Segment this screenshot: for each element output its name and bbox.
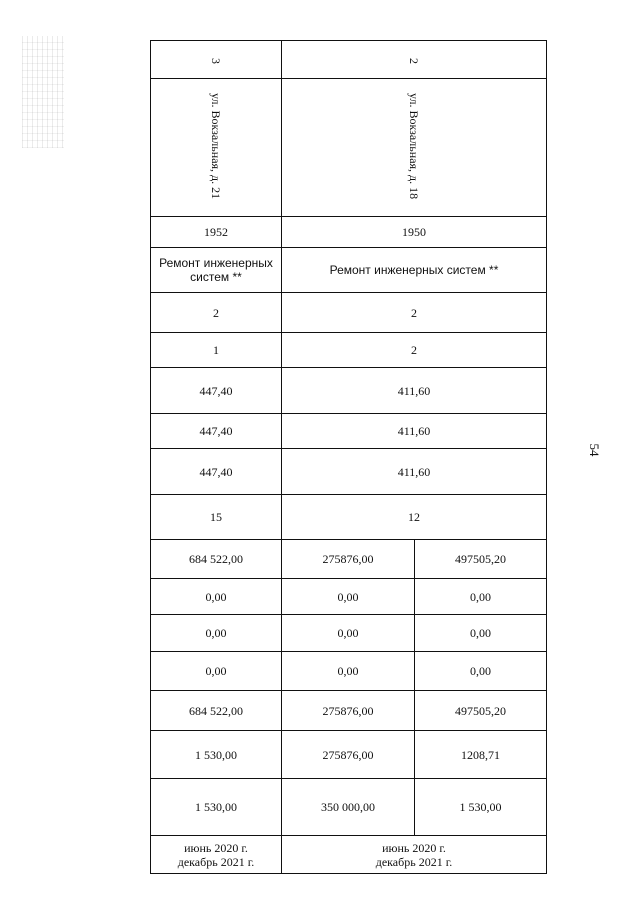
cell-fund1-col1: 0,00 (151, 579, 282, 615)
cell-a-col2: 2 (282, 293, 547, 333)
cell-unit-col1: 1 530,00 (151, 731, 282, 779)
table-row-dates (151, 836, 547, 874)
table-row-unit-cost (151, 731, 547, 779)
table-row-year (151, 217, 547, 248)
cell-b-col2: 2 (282, 333, 547, 368)
cell-fund2-col2a: 0,00 (282, 615, 415, 652)
cell-owners-col2b: 497505,20 (415, 691, 547, 731)
table-row-b (151, 333, 547, 368)
cell-cost-col1: 684 522,00 (151, 540, 282, 579)
cell-year-col1: 1952 (151, 217, 282, 248)
cell-area2-col1: 447,40 (151, 414, 282, 449)
cell-fund3-col1: 0,00 (151, 652, 282, 691)
cell-work-col1: Ремонт инженерных систем ** (151, 248, 282, 293)
cell-col1: 3 (151, 41, 282, 79)
repair-table (150, 40, 547, 874)
cell-dates-col1: июнь 2020 г. декабрь 2021 г. (151, 836, 282, 874)
table-row-area-2 (151, 414, 547, 449)
cell-area1-col2: 411,60 (282, 368, 547, 414)
table-row-residents (151, 495, 547, 540)
table-row-a (151, 293, 547, 333)
cell-fund2-col1: 0,00 (151, 615, 282, 652)
cell-address-col1: ул. Вокзальная, д. 21 (151, 79, 282, 217)
cell-owners-col1: 684 522,00 (151, 691, 282, 731)
table-row-cost-total (151, 540, 547, 579)
cell-address-col2: ул. Вокзальная, д. 18 (282, 79, 547, 217)
cell-residents-col1: 15 (151, 495, 282, 540)
table-row-area-1 (151, 368, 547, 414)
cell-fund2-col2b: 0,00 (415, 615, 547, 652)
cell-fund1-col2b: 0,00 (415, 579, 547, 615)
page-number: 54 (587, 443, 602, 457)
cell-fund3-col2b: 0,00 (415, 652, 547, 691)
cell-a-col1: 2 (151, 293, 282, 333)
cell-unit-col2b: 1208,71 (415, 731, 547, 779)
cell-dates-col2: июнь 2020 г. декабрь 2021 г. (282, 836, 547, 874)
cell-cost-col2a: 275876,00 (282, 540, 415, 579)
cell-owners-col2a: 275876,00 (282, 691, 415, 731)
cell-b-col1: 1 (151, 333, 282, 368)
cell-area1-col1: 447,40 (151, 368, 282, 414)
table-row-max-cost (151, 779, 547, 836)
faded-stamp (22, 36, 64, 148)
cell-fund3-col2a: 0,00 (282, 652, 415, 691)
cell-col2: 2 (282, 41, 547, 79)
cell-residents-col2: 12 (282, 495, 547, 540)
table-row-fund-1 (151, 579, 547, 615)
table-row-area-3 (151, 449, 547, 495)
table-row-address (151, 79, 547, 217)
table-row-header-numbers (151, 41, 547, 79)
cell-work-col2: Ремонт инженерных систем ** (282, 248, 547, 293)
cell-cost-col2b: 497505,20 (415, 540, 547, 579)
cell-max-col2a: 350 000,00 (282, 779, 415, 836)
cell-area2-col2: 411,60 (282, 414, 547, 449)
cell-area3-col2: 411,60 (282, 449, 547, 495)
cell-area3-col1: 447,40 (151, 449, 282, 495)
cell-fund1-col2a: 0,00 (282, 579, 415, 615)
cell-year-col2: 1950 (282, 217, 547, 248)
table-row-fund-3 (151, 652, 547, 691)
table-row-fund-2 (151, 615, 547, 652)
table-row-work-type (151, 248, 547, 293)
cell-max-col2b: 1 530,00 (415, 779, 547, 836)
cell-max-col1: 1 530,00 (151, 779, 282, 836)
cell-unit-col2a: 275876,00 (282, 731, 415, 779)
table-row-fund-owners (151, 691, 547, 731)
